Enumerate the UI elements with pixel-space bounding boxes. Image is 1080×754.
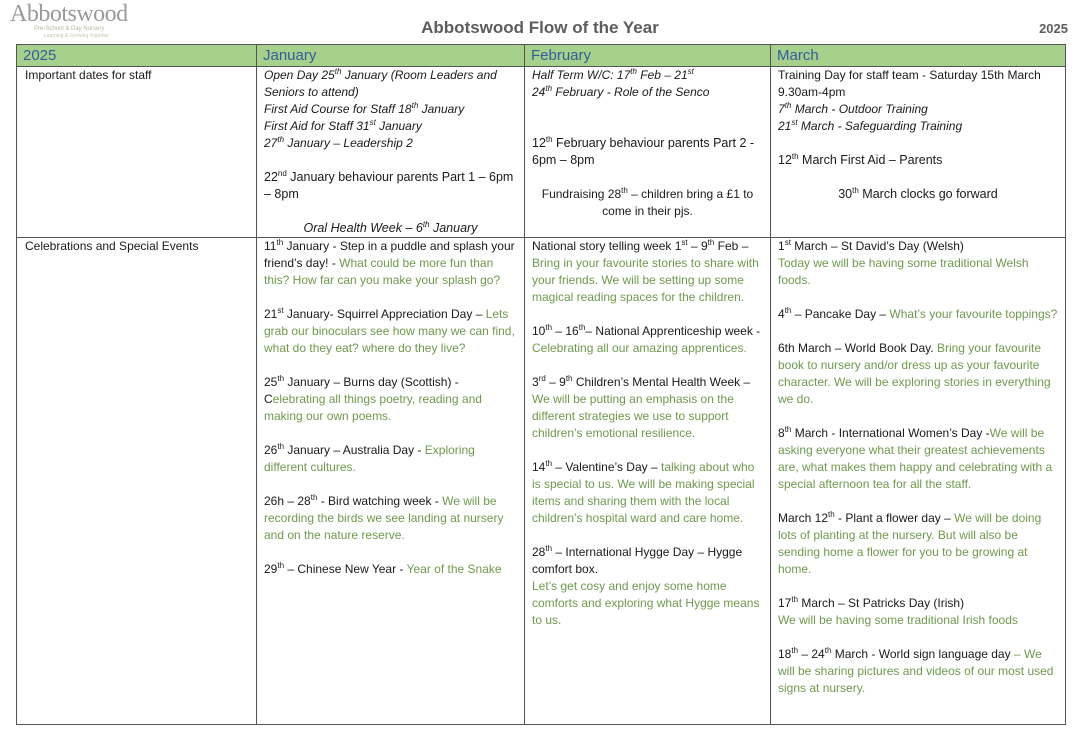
- event-entry: 4th – Pancake Day – What’s your favourite toppings?: [778, 306, 1058, 321]
- event-description: Today we will be having some traditional Welsh foods.: [778, 256, 1029, 287]
- first-aid-parents-entry: 12th March First Aid – Parents: [778, 151, 943, 167]
- celebrations-january-cell: [257, 238, 525, 725]
- training-day-entry: Training Day for staff team - Saturday 15th March 9.30am-4pm: [778, 68, 1041, 99]
- document-year: 2025: [1039, 21, 1068, 36]
- document-title: Abbotswood Flow of the Year: [421, 18, 659, 37]
- open-day-entry: Open Day 25th January (Room Leaders and Seniors to attend): [264, 67, 497, 99]
- logo-subtitle: Pre-School & Day Nursery: [34, 26, 105, 32]
- staff-january-cell: [257, 67, 525, 238]
- clocks-forward-entry: 30th March clocks go forward: [838, 185, 998, 201]
- event-entry: 11th January - Step in a puddle and splash your friend’s day! - What could be more fun than this? How far can you make your splash go?: [264, 238, 515, 287]
- behaviour-parents-entry: 22nd January behaviour parents Part 1 – 6pm – 8pm: [264, 168, 514, 201]
- event-entry: 1st March – St David’s Day (Welsh): [778, 238, 964, 253]
- flow-of-year-table: [16, 44, 1066, 725]
- logo-wordmark: Abbotswood: [10, 1, 128, 27]
- event-entry: March 12th - Plant a flower day – We will be doing lots of planting at the nursery. But will also be sending home a flower for you to be growing at home.: [778, 510, 1042, 576]
- celebrations-march-cell: [771, 238, 1066, 725]
- event-description: We will be having some traditional Irish foods: [778, 613, 1018, 627]
- event-entry: 28th – International Hygge Day – Hygge comfort box.: [532, 544, 743, 576]
- celebrations-row: [17, 238, 1066, 725]
- event-entry: 8th March - International Women’s Day -We will be asking everyone what their greatest achievements are, what makes them happy and celebrating with a special afternoon tea for all the staff.: [778, 425, 1053, 491]
- event-entry: National story telling week 1st – 9th Feb – Bring in your favourite stories to share with your friends. We will be setting up some magical reading spaces for the children.: [532, 238, 759, 304]
- event-entry: 3rd – 9th Children’s Mental Health Week – We will be putting an emphasis on the different strategies we use to support children’s emotional resilience.: [532, 374, 751, 440]
- column-header-february: February: [525, 45, 771, 67]
- senco-entry: 24th February - Role of the Senco: [532, 84, 710, 99]
- event-entry: 25th January – Burns day (Scottish) - Celebrating all things poetry, reading and making our own poems.: [264, 374, 482, 423]
- event-description: Let’s get cosy and enjoy some home comforts and exploring what Hygge means to us.: [532, 579, 760, 627]
- event-entry: 26h – 28th - Bird watching week - We will be recording the birds we see landing at nursery and on the nature reserve.: [264, 493, 504, 542]
- logo-tagline: Learning & Growing Together: [44, 33, 109, 39]
- oral-health-entry: Oral Health Week – 6th January: [303, 219, 478, 235]
- first-aid-course-entry: First Aid Course for Staff 18th January: [264, 101, 465, 116]
- behaviour-parents-entry: 12th February behaviour parents Part 2 - 6pm – 8pm: [532, 134, 755, 167]
- row-label-celebrations: Celebrations and Special Events: [17, 238, 257, 725]
- event-entry: 18th – 24th March - World sign language day – We will be sharing pictures and videos of our most used signs at nursery.: [778, 646, 1054, 695]
- event-entry: 17th March – St Patricks Day (Irish): [778, 595, 965, 610]
- column-header-march: March: [771, 45, 1066, 67]
- event-entry: 14th – Valentine’s Day – talking about who is special to us. We will be making special items and sharing them with the local children’s hospital ward and care home.: [532, 459, 755, 525]
- staff-dates-row: [17, 67, 1066, 238]
- celebrations-february-cell: [525, 238, 771, 725]
- event-entry: 6th March – World Book Day. Bring your favourite book to nursery and/or dress up as your favourite character. We will be exploring stories in everything we do.: [778, 341, 1051, 406]
- column-header-january: January: [257, 45, 525, 67]
- fundraising-entry: Fundraising 28th – children bring a £1 to come in their pjs.: [541, 186, 754, 218]
- outdoor-training-entry: 7th March - Outdoor Training: [778, 101, 928, 116]
- first-aid-entry: First Aid for Staff 31st January: [264, 118, 422, 133]
- staff-march-cell: [771, 67, 1066, 238]
- event-entry: 10th – 16th– National Apprenticeship week - Celebrating all our amazing apprentices.: [532, 323, 761, 355]
- column-header-year: 2025: [17, 45, 257, 67]
- event-entry: 29th – Chinese New Year - Year of the Snake: [264, 561, 502, 576]
- staff-february-cell: [525, 67, 771, 238]
- safeguarding-entry: 21st March - Safeguarding Training: [778, 118, 963, 133]
- header-row: [17, 45, 1066, 67]
- half-term-entry: Half Term W/C: 17th Feb – 21st: [532, 67, 694, 82]
- leadership-entry: 27th January – Leadership 2: [264, 135, 413, 150]
- row-label-staff: Important dates for staff: [17, 67, 257, 238]
- event-entry: 26th January – Australia Day - Exploring different cultures.: [264, 442, 475, 474]
- event-entry: 21st January- Squirrel Appreciation Day – Lets grab our binoculars see how many we can find, what do they eat? where do they live?: [264, 306, 515, 355]
